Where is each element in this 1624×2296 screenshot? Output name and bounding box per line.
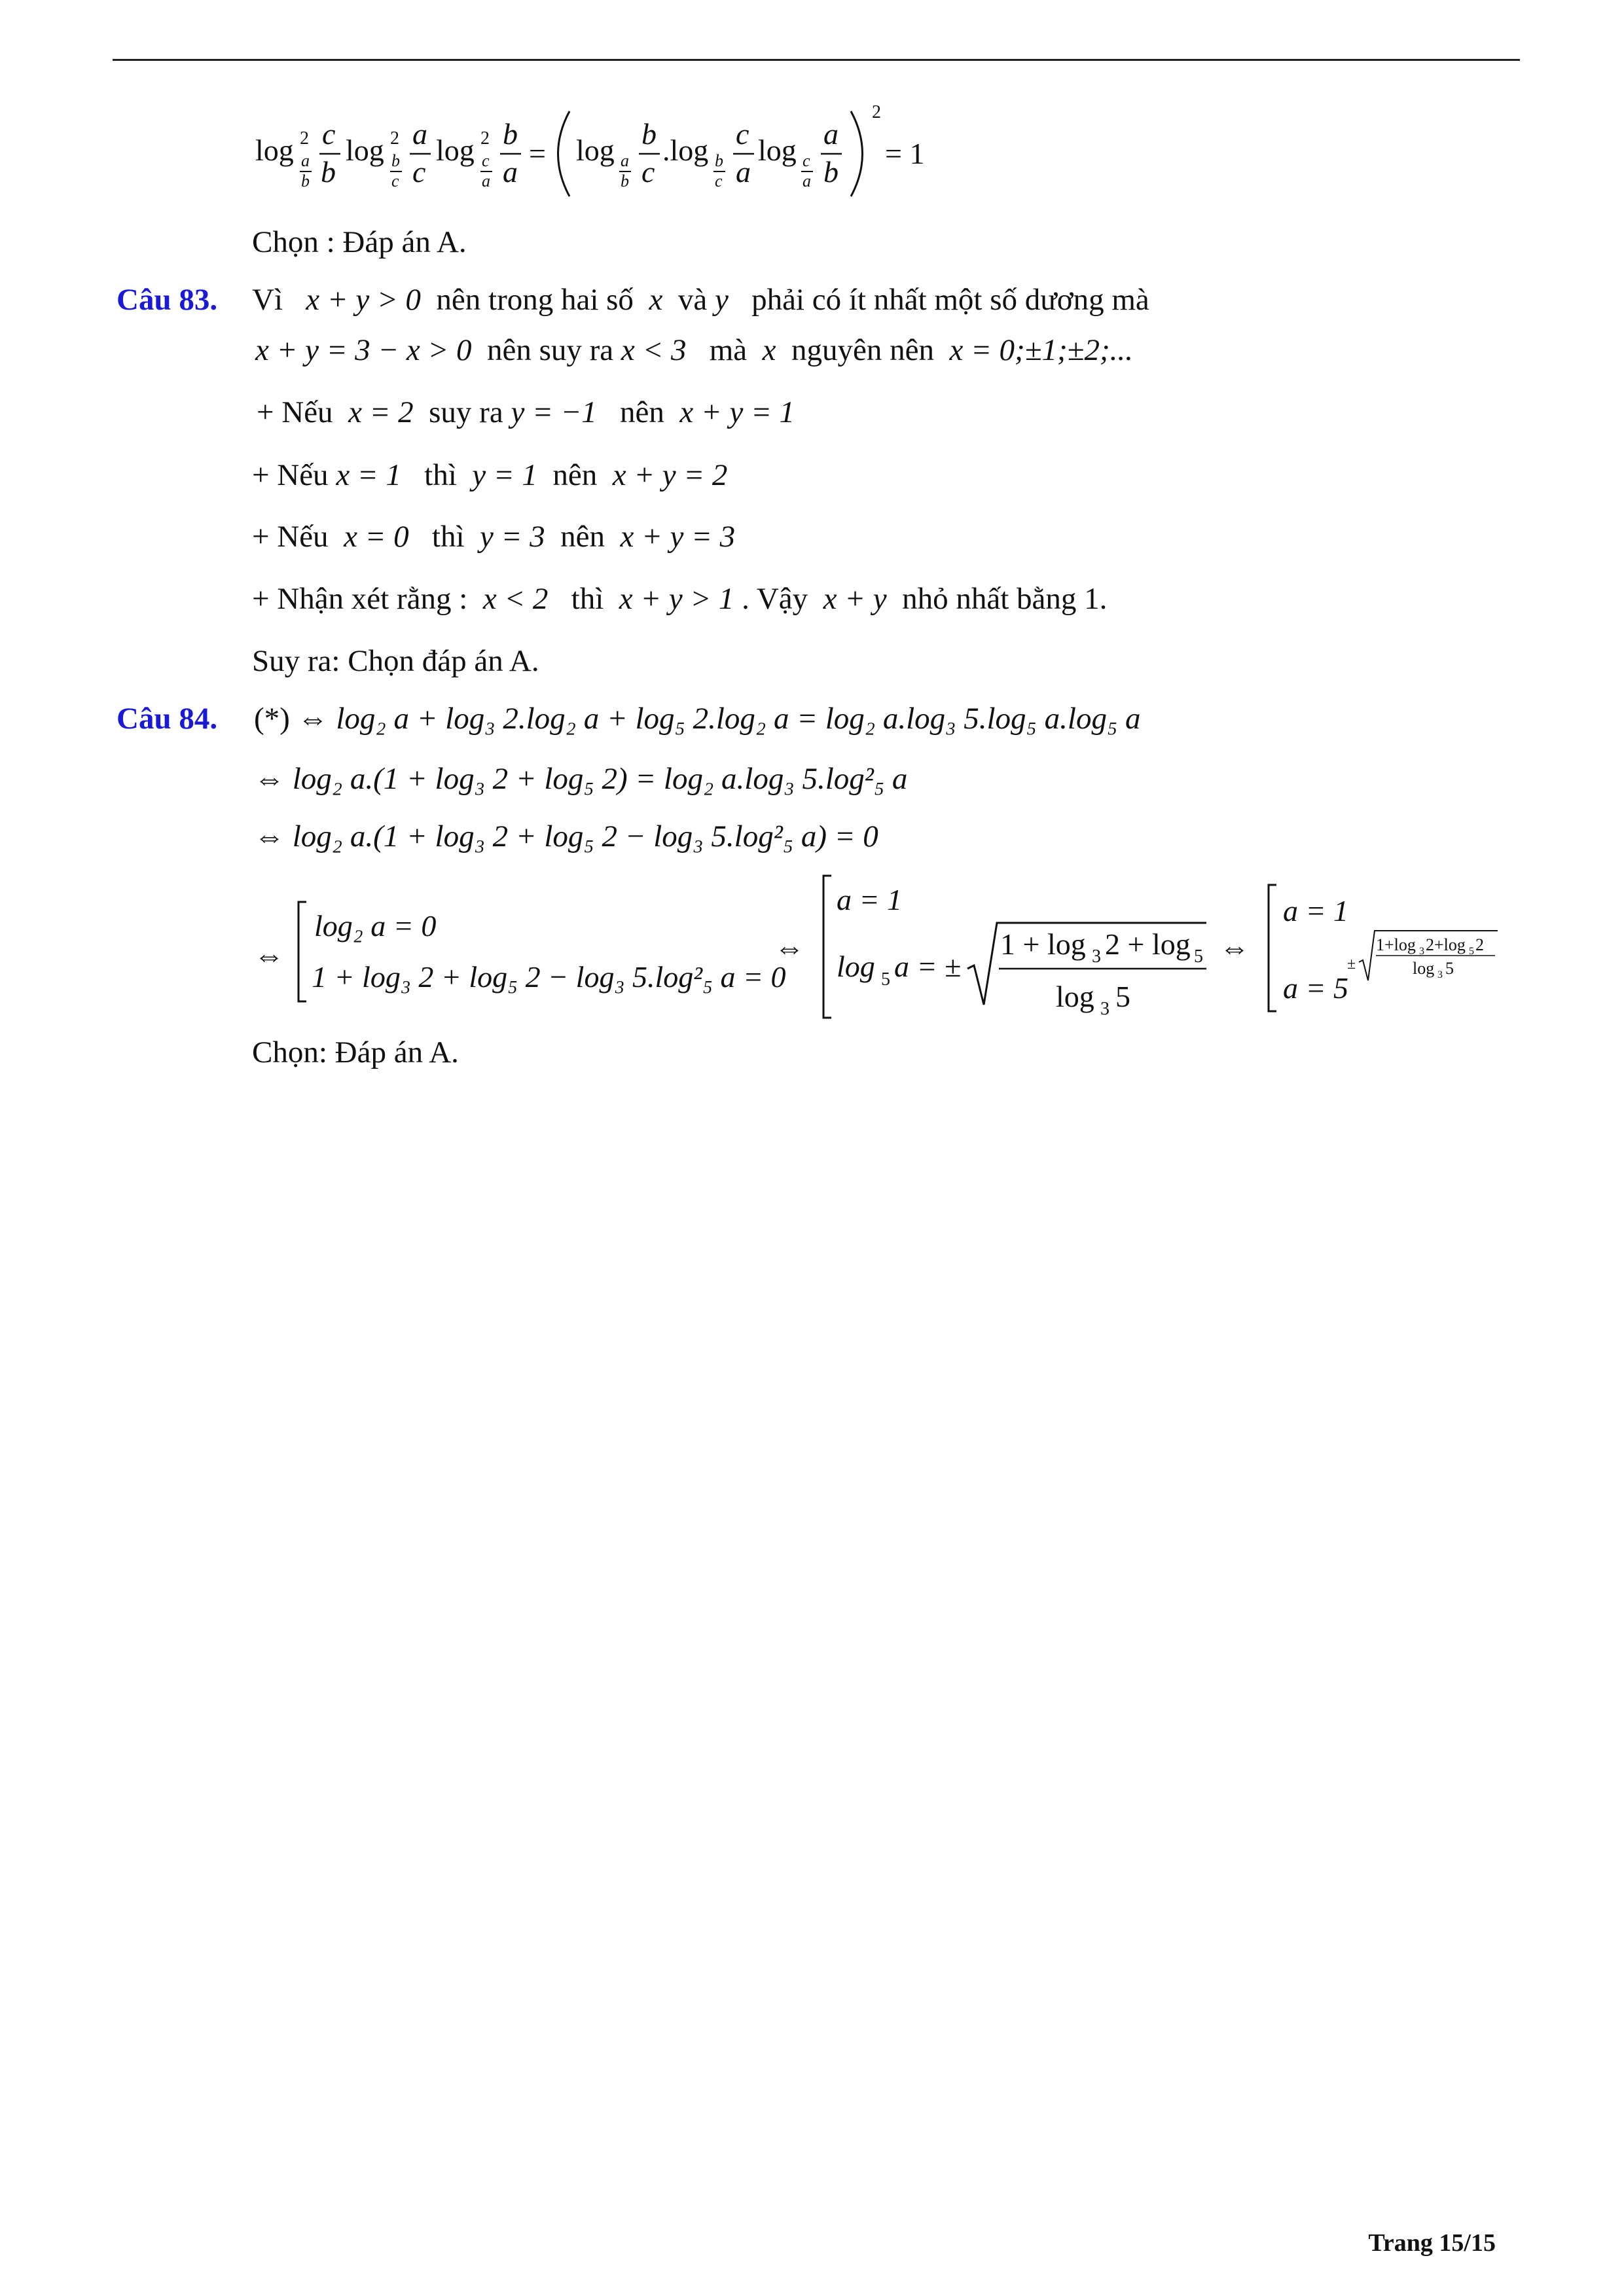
q83-text: nguyên nên <box>791 333 934 367</box>
svg-text:1+log: 1+log <box>1376 935 1416 954</box>
svg-text:c: c <box>412 155 426 188</box>
svg-text:a: a <box>301 151 310 170</box>
q83-text: thì <box>431 520 465 554</box>
q83-math: x + y = 3 <box>620 520 736 554</box>
q84-math: log₂ a + log₃ 2.log₂ a + log₅ 2.log₂ a = log₂ a.log₃ 5.log₅ a.log₅ a <box>336 702 1141 736</box>
svg-text:b: b <box>321 155 336 188</box>
svg-text:a = 5: a = 5 <box>1283 971 1349 1005</box>
svg-text:c: c <box>803 151 810 170</box>
svg-text:2: 2 <box>872 102 881 122</box>
svg-text:.log: .log <box>662 134 709 167</box>
svg-text:c: c <box>715 171 723 190</box>
q83-math: x + y = 3 − x > 0 <box>255 333 472 367</box>
svg-text:a = 1: a = 1 <box>1283 894 1349 927</box>
svg-text:⇔: ⇔ <box>254 939 284 972</box>
q83-math: x < 3 <box>621 333 687 367</box>
q84-line-2: ⇔ log₂ a.(1 + log₃ 2 + log₅ 2) = log₂ a.log₃ 5.log²₅ a <box>254 762 908 796</box>
q84-text: (*) ⇔ <box>254 702 329 736</box>
page-number: Trang 15/15 <box>1368 2229 1496 2257</box>
q83-text: + Nhận xét rằng : <box>252 582 468 616</box>
svg-text:a: a <box>621 151 629 170</box>
q83-text: nhỏ nhất bằng 1. <box>902 582 1108 616</box>
q83-text: + Nếu <box>257 395 333 429</box>
svg-text:c: c <box>736 117 749 151</box>
svg-text:5: 5 <box>1445 959 1454 978</box>
q83-text: + Nếu <box>252 520 329 554</box>
q83-text: Vì <box>252 283 283 317</box>
svg-text:log: log <box>758 134 797 167</box>
question-83-label: Câu 83. <box>117 283 218 317</box>
svg-text:b: b <box>391 151 400 170</box>
svg-text:c: c <box>322 117 336 151</box>
svg-text:c: c <box>391 171 399 190</box>
q84-conclusion: Chọn: Đáp án A. <box>252 1035 459 1069</box>
q84-cases-svg <box>254 870 1498 1028</box>
q83-math: y = −1 <box>511 395 597 429</box>
svg-text:2 + log: 2 + log <box>1105 927 1191 961</box>
svg-text:2: 2 <box>480 128 490 149</box>
svg-text:=: = <box>529 137 546 170</box>
svg-text:5: 5 <box>1115 980 1130 1013</box>
q83-math: x + y > 0 <box>306 283 421 317</box>
header-rule <box>113 59 1520 61</box>
q83-text: thì <box>424 458 457 492</box>
q83-math: x + y > 1 <box>619 582 734 616</box>
svg-text:log: log <box>436 134 475 167</box>
q83-text: + Nếu <box>252 458 329 492</box>
q83-math: x < 2 <box>482 582 549 616</box>
q83-case-1 <box>257 393 795 432</box>
svg-text:3: 3 <box>1092 946 1101 967</box>
q83-text: và <box>677 283 708 317</box>
q83-math: y <box>714 283 729 317</box>
chon-answer-1: Chọn : Đáp án A. <box>252 225 467 259</box>
q83-note <box>252 579 1107 619</box>
q83-math: x = 2 <box>348 395 414 429</box>
svg-text:2: 2 <box>1475 935 1484 954</box>
q83-text: thì <box>571 582 604 616</box>
q83-text: nên trong hai số <box>436 283 634 317</box>
q83-math: x <box>649 283 663 317</box>
q83-line-1 <box>252 280 1149 319</box>
q84-line-3: ⇔ log₂ a.(1 + log₃ 2 + log₅ 2 − log₃ 5.log²₅ a) = 0 <box>254 819 878 853</box>
q83-math: x + y = 1 <box>679 395 795 429</box>
svg-text:b: b <box>641 117 657 151</box>
svg-text:log: log <box>1056 980 1094 1013</box>
svg-text:5: 5 <box>881 969 890 990</box>
svg-text:2: 2 <box>390 128 399 149</box>
svg-text:b: b <box>823 155 839 188</box>
sys1-row-2: 1 + log₃ 2 + log₅ 2 − log₃ 5.log²₅ a = 0 <box>312 960 786 994</box>
q83-math: x + y = 2 <box>612 458 728 492</box>
q84-cases-system <box>254 870 1498 1028</box>
svg-text:a: a <box>823 117 839 151</box>
svg-text:c: c <box>641 155 655 188</box>
q83-text: nên <box>620 395 664 429</box>
svg-text:±: ± <box>1347 956 1356 973</box>
svg-text:2: 2 <box>300 128 309 149</box>
svg-text:a: a <box>736 155 751 188</box>
q83-math: x + y <box>823 582 887 616</box>
svg-text:⇔: ⇔ <box>1219 931 1250 964</box>
q83-math: y = 3 <box>480 520 545 554</box>
q83-text: nên suy ra <box>486 333 614 367</box>
svg-text:a = 1: a = 1 <box>837 883 903 916</box>
q83-case-3 <box>252 517 735 556</box>
svg-text:a: a <box>412 117 427 151</box>
svg-text:3: 3 <box>1419 946 1424 957</box>
svg-text:log: log <box>576 134 615 167</box>
svg-text:b: b <box>715 151 723 170</box>
q83-text: . Vậy <box>742 582 808 616</box>
q83-text: nên <box>560 520 605 554</box>
svg-text:a: a <box>503 155 518 188</box>
q83-text: suy ra <box>429 395 503 429</box>
q83-text: phải có ít nhất một số dương mà <box>751 283 1149 317</box>
svg-text:5: 5 <box>1469 946 1474 957</box>
q83-line-2 <box>255 331 1133 370</box>
svg-text:a: a <box>482 171 490 190</box>
svg-text:2+log: 2+log <box>1426 935 1466 954</box>
sys1-row-1: log₂ a = 0 <box>314 909 437 942</box>
svg-text:log: log <box>255 134 294 167</box>
svg-text:⇔: ⇔ <box>774 931 804 964</box>
svg-text:3: 3 <box>1437 969 1443 980</box>
svg-text:b: b <box>301 171 310 190</box>
svg-text:1 + log: 1 + log <box>1000 927 1086 961</box>
q83-math: x = 0 <box>344 520 409 554</box>
q84-line-1 <box>254 699 1141 738</box>
svg-text:log: log <box>837 950 875 983</box>
svg-text:= 1: = 1 <box>885 137 925 170</box>
equation-log-product <box>249 98 943 209</box>
q83-text: nên <box>552 458 598 492</box>
svg-text:b: b <box>503 117 518 151</box>
svg-text:c: c <box>482 151 490 170</box>
svg-text:a = ±: a = ± <box>894 950 962 983</box>
q83-math: y = 1 <box>472 458 537 492</box>
svg-text:3: 3 <box>1100 999 1110 1019</box>
svg-text:b: b <box>621 171 629 190</box>
equation-log-product-svg <box>249 98 943 209</box>
q83-math: x = 1 <box>336 458 401 492</box>
q83-math: x <box>762 333 776 367</box>
question-84-label: Câu 84. <box>117 702 218 736</box>
q83-conclusion: Suy ra: Chọn đáp án A. <box>252 644 539 678</box>
q83-math: x = 0;±1;±2;... <box>949 333 1133 367</box>
svg-text:5: 5 <box>1194 946 1203 967</box>
svg-text:log: log <box>1413 959 1435 978</box>
q83-text: mà <box>709 333 748 367</box>
q83-case-2 <box>252 456 727 495</box>
svg-text:a: a <box>803 171 811 190</box>
svg-text:log: log <box>346 134 384 167</box>
